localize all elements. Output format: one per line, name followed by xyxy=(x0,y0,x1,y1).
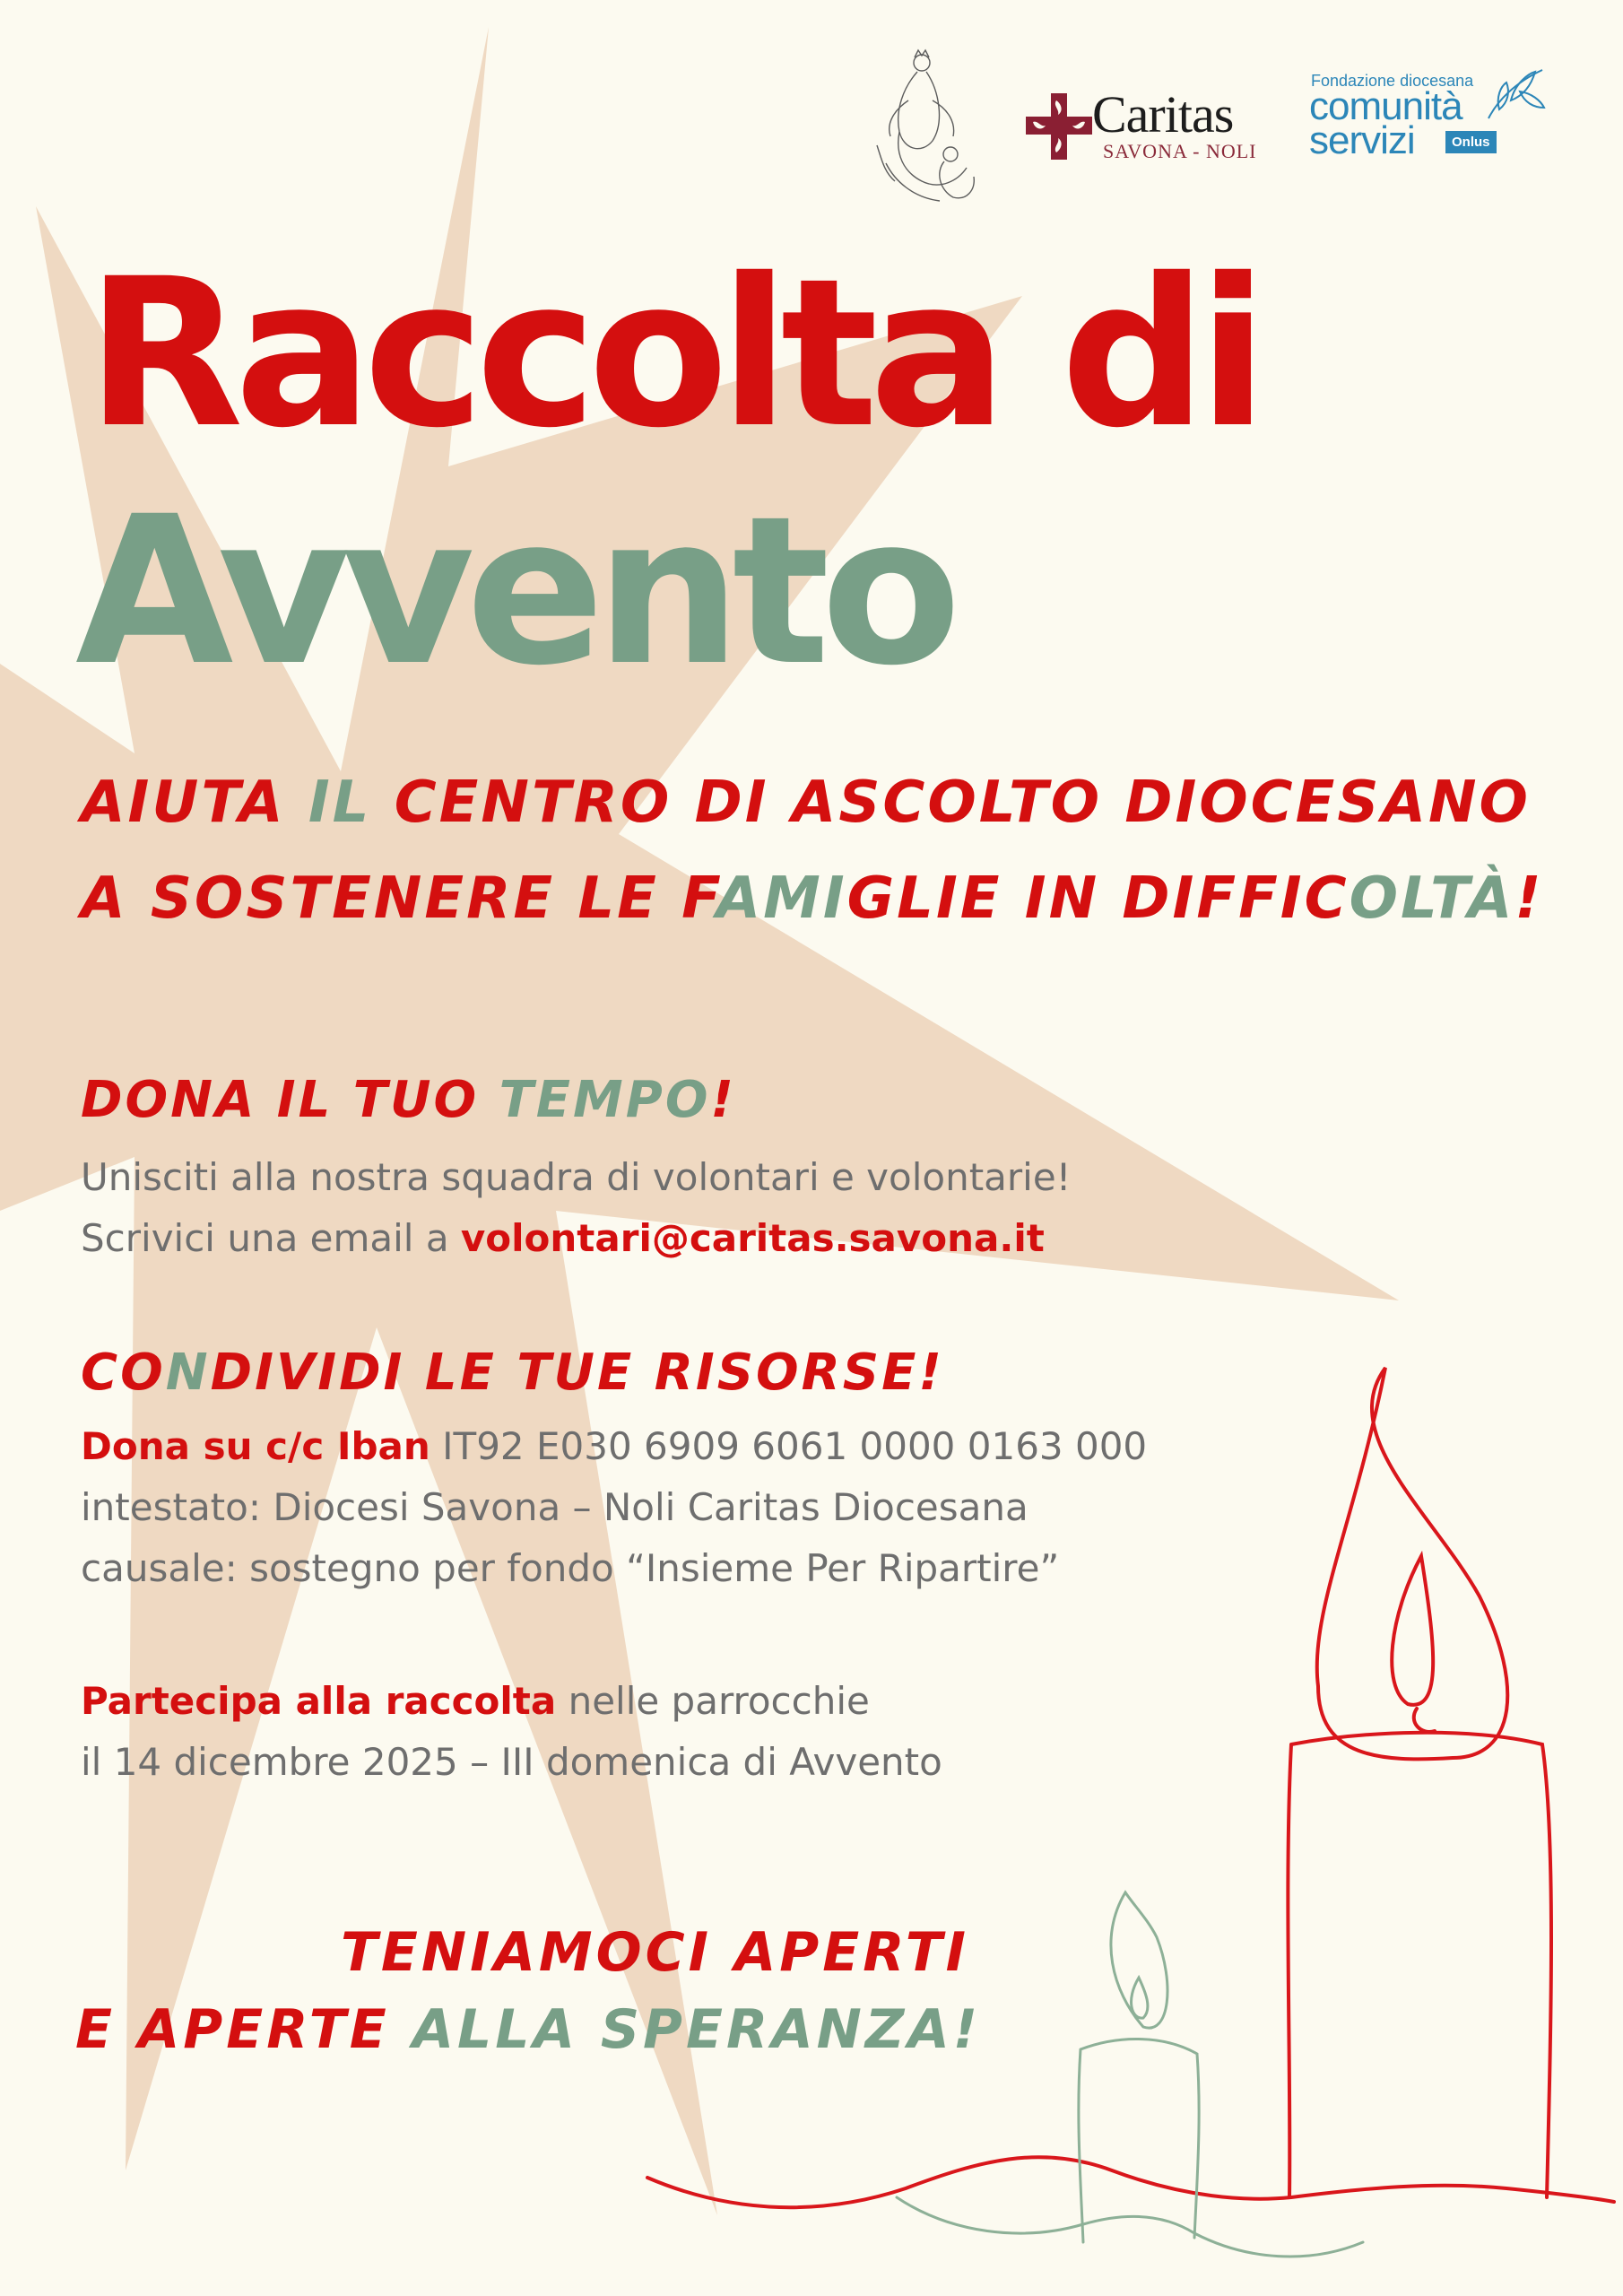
subtitle-line-1-part-a: AIUTA xyxy=(81,770,308,836)
fondazione-logo-onlus-badge: Onlus xyxy=(1445,131,1497,153)
closing-line-2-part-b: ALLA SPERANZA! xyxy=(412,1998,982,2061)
volunteer-invite-text: Unisciti alla nostra squadra di volontari e volontarie! xyxy=(81,1155,1072,1199)
volunteer-email-line xyxy=(81,1216,1045,1261)
heading-condividi-le-tue-risorse xyxy=(81,1344,944,1402)
closing-line-2-part-a: E APERTE xyxy=(75,1998,412,2061)
heading-condividi-part-c: DIVIDI LE TUE RISORSE! xyxy=(210,1344,944,1402)
iban-intestato: intestato: Diocesi Savona – Noli Caritas Diocesana xyxy=(81,1485,1028,1529)
headline-avvento: Avvento xyxy=(75,472,953,710)
caritas-logo-name: Caritas xyxy=(1092,85,1234,144)
subtitle-line-2-part-d: OLTÀ xyxy=(1349,865,1515,932)
fondazione-logo-comunita: comunità xyxy=(1309,84,1462,128)
subtitle-line-1 xyxy=(81,770,1531,836)
heading-dona-part-c: ! xyxy=(710,1071,736,1129)
fondazione-logo-servizi: servizi xyxy=(1309,118,1415,162)
closing-line-2 xyxy=(75,1998,981,2061)
heading-dona-part-b: TEMPO xyxy=(499,1071,711,1129)
subtitle-line-2-part-c: GLIE IN DIFFIC xyxy=(846,865,1350,932)
heading-dona-part-a: DONA IL TUO xyxy=(81,1071,499,1129)
headline-raccolta-di: Raccolta di xyxy=(86,234,1260,473)
partecipa-rest: nelle parrocchie xyxy=(556,1679,870,1723)
heading-dona-il-tuo-tempo xyxy=(81,1071,736,1129)
caritas-logo xyxy=(1026,85,1268,170)
iban-label: Dona su c/c Iban xyxy=(81,1424,430,1468)
heading-condividi-part-b: N xyxy=(165,1344,211,1402)
iban-value: IT92 E030 6909 6061 0000 0163 000 xyxy=(430,1424,1148,1468)
volunteer-email-link[interactable]: volontari@caritas.savona.it xyxy=(460,1216,1045,1260)
subtitle-line-2-part-e: ! xyxy=(1515,865,1544,932)
caritas-logo-subtitle: SAVONA - NOLI xyxy=(1103,140,1257,162)
fondazione-comunita-servizi-logo xyxy=(1309,72,1560,170)
subtitle-line-1-part-b: IL xyxy=(308,770,372,836)
madonna-saint-logo-icon xyxy=(868,47,985,204)
subtitle-line-2-part-b: AMI xyxy=(716,865,847,932)
collection-date: il 14 dicembre 2025 – III domenica di Avvento xyxy=(81,1740,942,1784)
leaf-logo-icon xyxy=(1480,65,1551,127)
iban-causale: causale: sostegno per fondo “Insieme Per Ripartire” xyxy=(81,1546,1060,1590)
fondazione-logo-small-text: Fondazione diocesana xyxy=(1311,72,1474,90)
subtitle-line-2 xyxy=(81,865,1544,932)
partecipa-label: Partecipa alla raccolta xyxy=(81,1679,557,1723)
closing-line-1: TENIAMOCI APERTI xyxy=(341,1921,970,1984)
subtitle-line-1-part-c: CENTRO DI ASCOLTO DIOCESANO xyxy=(371,770,1531,836)
iban-line xyxy=(81,1424,1147,1469)
partecipa-line xyxy=(81,1679,870,1724)
caritas-flame-cross-icon xyxy=(1026,93,1092,160)
volunteer-email-prefix: Scrivici una email a xyxy=(81,1216,461,1260)
heading-condividi-part-a: CO xyxy=(81,1344,166,1402)
subtitle-line-2-part-a: A SOSTENERE LE F xyxy=(81,865,716,932)
